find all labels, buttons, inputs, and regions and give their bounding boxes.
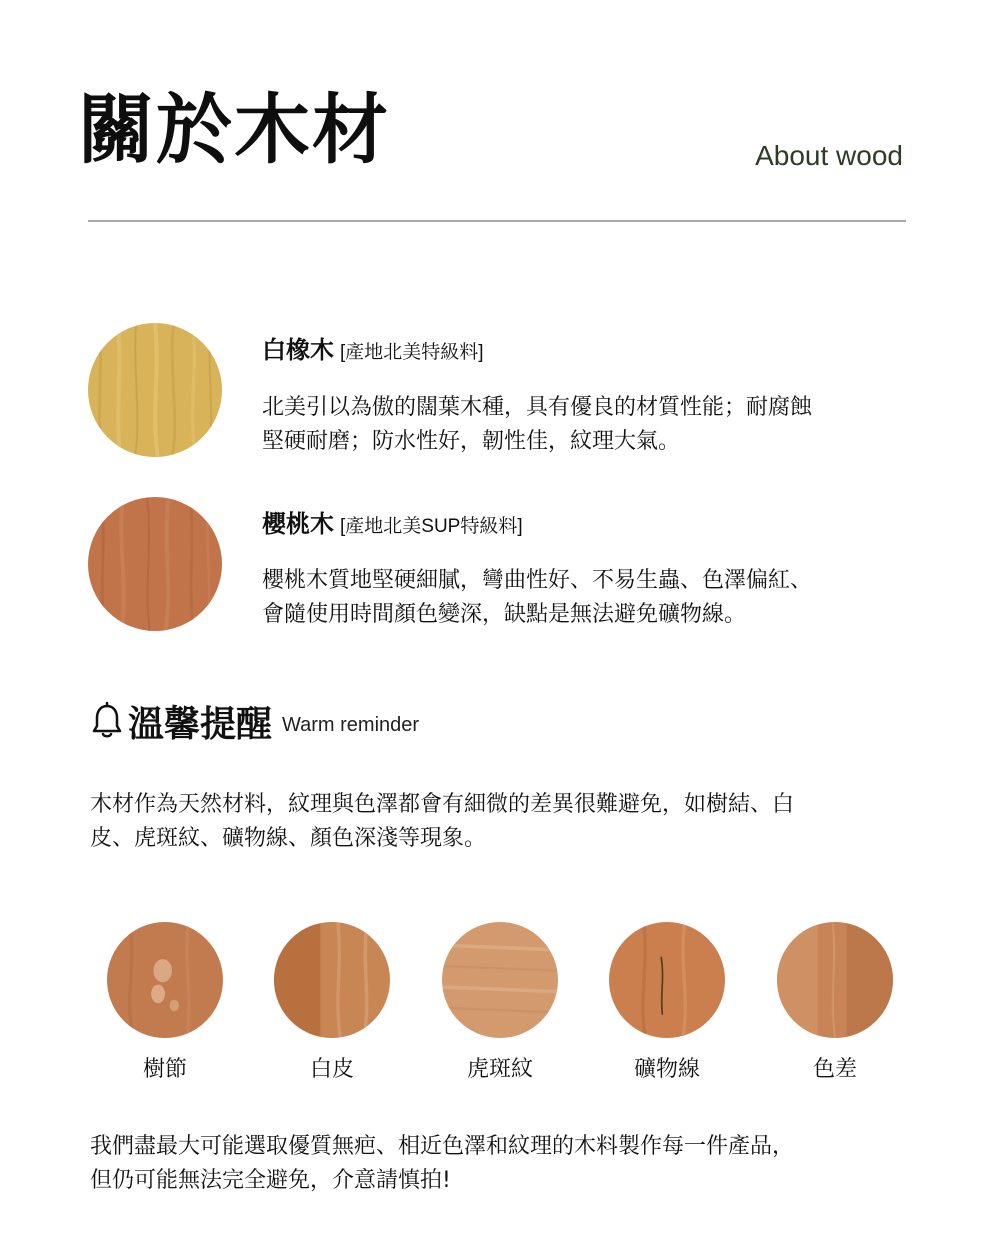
cherry-origin-tag: [產地北美SUP特級料] xyxy=(340,516,523,537)
sample-label: 白皮 xyxy=(309,1057,354,1082)
sample-label: 樹節 xyxy=(142,1057,187,1082)
sample-tiger-stripe xyxy=(442,922,558,1082)
reminder-subtitle: Warm reminder xyxy=(282,713,420,736)
white-oak-description xyxy=(262,391,912,459)
white-oak-description-line: 北美引以為傲的闊葉木種，具有優良的材質性能；耐腐蝕 xyxy=(262,395,813,420)
cherry-description-line: 櫻桃木質地堅硬細膩，彎曲性好、不易生蟲、色澤偏紅、 xyxy=(262,568,813,593)
cherry-description xyxy=(262,564,912,632)
cherry-swatch xyxy=(88,497,222,631)
reminder-title: 溫馨提醒 xyxy=(128,703,273,745)
reminder-text xyxy=(90,788,910,856)
cherry-name: 櫻桃木 xyxy=(262,510,334,538)
white-oak-title xyxy=(262,338,484,362)
sample-knot xyxy=(107,922,223,1082)
white-oak-description-line: 堅硬耐磨；防水性好，韌性佳，紋理大氣。 xyxy=(262,429,681,454)
white-oak-origin-tag: [產地北美特級料] xyxy=(340,342,484,363)
footer-note-line: 但仍可能無法完全避免，介意請慎拍! xyxy=(90,1168,451,1193)
mineral-streak-swatch xyxy=(609,922,725,1038)
sample-sapwood xyxy=(274,922,390,1082)
reminder-text-line: 皮、虎斑紋、礦物線、顏色深淺等現象。 xyxy=(90,826,487,851)
sample-mineral-streak xyxy=(609,922,725,1082)
sample-label: 礦物線 xyxy=(633,1057,700,1082)
page-subtitle: About wood xyxy=(755,140,903,171)
sample-label: 色差 xyxy=(812,1057,857,1082)
footer-note xyxy=(90,1130,910,1198)
knot-swatch xyxy=(107,922,223,1038)
cherry-description-line: 會隨使用時間顏色變深，缺點是無法避免礦物線。 xyxy=(262,602,747,627)
tiger-stripe-swatch xyxy=(442,922,558,1038)
sample-label: 虎斑紋 xyxy=(466,1057,533,1082)
reminder-heading xyxy=(90,700,420,745)
bell-icon xyxy=(90,701,124,741)
cherry-title xyxy=(262,512,523,536)
reminder-text-line: 木材作為天然材料，紋理與色澤都會有細微的差異很難避免，如樹結、白 xyxy=(90,792,795,817)
color-variation-swatch xyxy=(777,922,893,1038)
white-oak-name: 白橡木 xyxy=(262,336,334,364)
divider xyxy=(88,220,906,222)
footer-note-line: 我們盡最大可能選取優質無疤、相近色澤和紋理的木料製作每一件產品， xyxy=(90,1134,795,1159)
sapwood-swatch xyxy=(274,922,390,1038)
white-oak-swatch xyxy=(88,323,222,457)
sample-color-variation xyxy=(777,922,893,1082)
page-title: 關於木材 xyxy=(78,85,390,174)
